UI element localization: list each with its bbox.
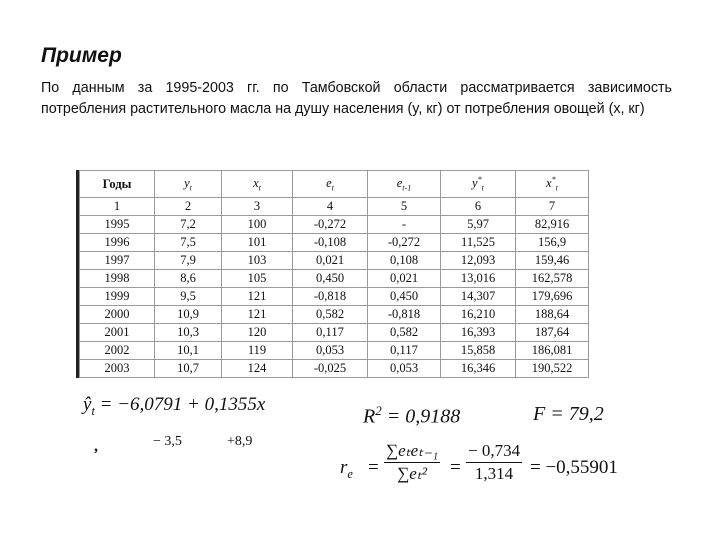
table-cell: 10,3: [155, 324, 222, 342]
table-cell: 16,210: [441, 306, 516, 324]
t-stat-intercept: − 3,5: [153, 434, 182, 449]
table-cell: 0,117: [368, 342, 441, 360]
header-e-base: e: [326, 175, 332, 190]
table-row: [80, 306, 589, 324]
table-cell: 1997: [80, 252, 155, 270]
table-cell: 14,307: [441, 288, 516, 306]
table-cell: 2001: [80, 324, 155, 342]
re-frac1-den: ∑eₜ²: [397, 464, 427, 483]
re-eq1: =: [368, 457, 379, 478]
header-x-star-base: x: [546, 176, 552, 191]
table-cell: 11,525: [441, 234, 516, 252]
table-cell: 4: [293, 198, 368, 216]
table-cell: 190,522: [516, 360, 589, 378]
table-cell: 0,021: [368, 270, 441, 288]
table-cell: 7,2: [155, 216, 222, 234]
table-cell: 2002: [80, 342, 155, 360]
table-cell: 179,696: [516, 288, 589, 306]
table-cell: 0,021: [293, 252, 368, 270]
table-cell: 2000: [80, 306, 155, 324]
header-e-lag: [368, 171, 441, 198]
table-cell: 7: [516, 198, 589, 216]
table-row: [80, 342, 589, 360]
table-cell: 188,64: [516, 306, 589, 324]
table-cell: 187,64: [516, 324, 589, 342]
regression-equation: [83, 394, 265, 419]
table-cell: 0,108: [368, 252, 441, 270]
table-cell: 5: [368, 198, 441, 216]
table-index-row: [80, 198, 589, 216]
f-label: F: [533, 403, 546, 425]
f-statistic: [533, 403, 604, 426]
table-cell: 5,97: [441, 216, 516, 234]
table-row: [80, 270, 589, 288]
table-cell: 2003: [80, 360, 155, 378]
t-stat-slope: +8,9: [227, 434, 253, 449]
table-cell: 1995: [80, 216, 155, 234]
header-x: [222, 171, 293, 198]
table-cell: 121: [222, 288, 293, 306]
header-y-star-sup: *: [477, 175, 482, 185]
header-x-sub: t: [258, 183, 261, 193]
table-header-row: [80, 171, 589, 198]
regression-lhs-sub: t: [91, 403, 95, 418]
table-cell: 0,117: [293, 324, 368, 342]
data-table: [79, 170, 589, 378]
r2-power: 2: [375, 403, 382, 418]
table-cell: -0,272: [293, 216, 368, 234]
table-cell: -0,108: [293, 234, 368, 252]
header-x-star-sub: t: [555, 183, 558, 193]
table-cell: 2: [155, 198, 222, 216]
re-frac2-num: − 0,734: [466, 441, 522, 463]
r-squared: [363, 403, 460, 429]
table-cell: 186,081: [516, 342, 589, 360]
data-table-wrapper: [76, 170, 589, 378]
re-label-sub: e: [347, 466, 353, 481]
table-cell: 0,450: [293, 270, 368, 288]
header-y-sub: t: [189, 183, 192, 193]
header-e-lag-sub: t-1: [402, 183, 412, 193]
header-y-star-sub: t: [481, 183, 484, 193]
table-cell: 1998: [80, 270, 155, 288]
table-cell: 159,46: [516, 252, 589, 270]
table-cell: 3: [222, 198, 293, 216]
table-cell: 7,5: [155, 234, 222, 252]
intro-paragraph: По данным за 1995-2003 гг. по Тамбовской области рассматривается зависимость потребления растительного масла на душу населения (y, кг) от потребления овощей (x, кг): [41, 80, 672, 117]
table-cell: -0,818: [293, 288, 368, 306]
table-cell: 16,346: [441, 360, 516, 378]
r2-label: R: [363, 405, 376, 428]
re-label: [340, 457, 353, 482]
table-cell: 100: [222, 216, 293, 234]
regression-rhs: = −6,0791 + 0,1355x: [94, 394, 266, 415]
f-value: = 79,2: [545, 403, 604, 425]
table-cell: 9,5: [155, 288, 222, 306]
re-eq2: =: [450, 457, 461, 478]
header-y-star: [441, 171, 516, 198]
table-cell: 13,016: [441, 270, 516, 288]
table-cell: 82,916: [516, 216, 589, 234]
stray-comma: ,: [94, 438, 98, 455]
header-years: Годы: [80, 171, 155, 198]
regression-lhs: ŷ: [83, 394, 92, 415]
table-row: [80, 216, 589, 234]
table-cell: 0,053: [368, 360, 441, 378]
table-cell: 121: [222, 306, 293, 324]
table-cell: 15,858: [441, 342, 516, 360]
re-label-base: r: [340, 457, 348, 478]
table-cell: 8,6: [155, 270, 222, 288]
table-cell: 1996: [80, 234, 155, 252]
re-frac1-num: ∑eₜeₜ₋₁: [384, 441, 440, 463]
header-y-star-base: y: [472, 176, 478, 191]
table-row: [80, 324, 589, 342]
page-title: Пример: [41, 44, 122, 67]
r2-value: = 0,9188: [381, 405, 461, 428]
re-frac2-den: 1,314: [474, 464, 514, 483]
table-cell: 0,053: [293, 342, 368, 360]
table-cell: 0,582: [368, 324, 441, 342]
table-cell: 101: [222, 234, 293, 252]
table-cell: -: [368, 216, 441, 234]
header-e: [293, 171, 368, 198]
table-cell: 16,393: [441, 324, 516, 342]
table-cell: 1999: [80, 288, 155, 306]
table-cell: 6: [441, 198, 516, 216]
table-cell: 10,7: [155, 360, 222, 378]
re-fraction-sums: [384, 441, 440, 484]
table-cell: -0,025: [293, 360, 368, 378]
table-cell: 10,9: [155, 306, 222, 324]
re-result: = −0,55901: [530, 457, 618, 478]
header-e-lag-base: e: [396, 175, 403, 190]
table-cell: 119: [222, 342, 293, 360]
table-cell: 120: [222, 324, 293, 342]
header-y: [155, 171, 222, 198]
table-cell: 124: [222, 360, 293, 378]
table-cell: -0,272: [368, 234, 441, 252]
table-cell: 103: [222, 252, 293, 270]
table-cell: 7,9: [155, 252, 222, 270]
table-row: [80, 360, 589, 378]
table-cell: 156,9: [516, 234, 589, 252]
table-cell: 10,1: [155, 342, 222, 360]
header-e-sub: t: [331, 183, 334, 193]
header-x-base: x: [253, 175, 259, 190]
table-cell: 12,093: [441, 252, 516, 270]
table-cell: 0,450: [368, 288, 441, 306]
table-row: [80, 252, 589, 270]
table-row: [80, 288, 589, 306]
header-x-star-sup: *: [551, 175, 556, 185]
table-cell: 1: [80, 198, 155, 216]
re-fraction-values: [466, 441, 522, 484]
table-cell: 162,578: [516, 270, 589, 288]
header-x-star: [516, 171, 589, 198]
table-cell: -0,818: [368, 306, 441, 324]
header-y-base: y: [184, 175, 190, 190]
table-cell: 0,582: [293, 306, 368, 324]
residual-autocorrelation-formula: [340, 437, 630, 501]
table-cell: 105: [222, 270, 293, 288]
table-row: [80, 234, 589, 252]
